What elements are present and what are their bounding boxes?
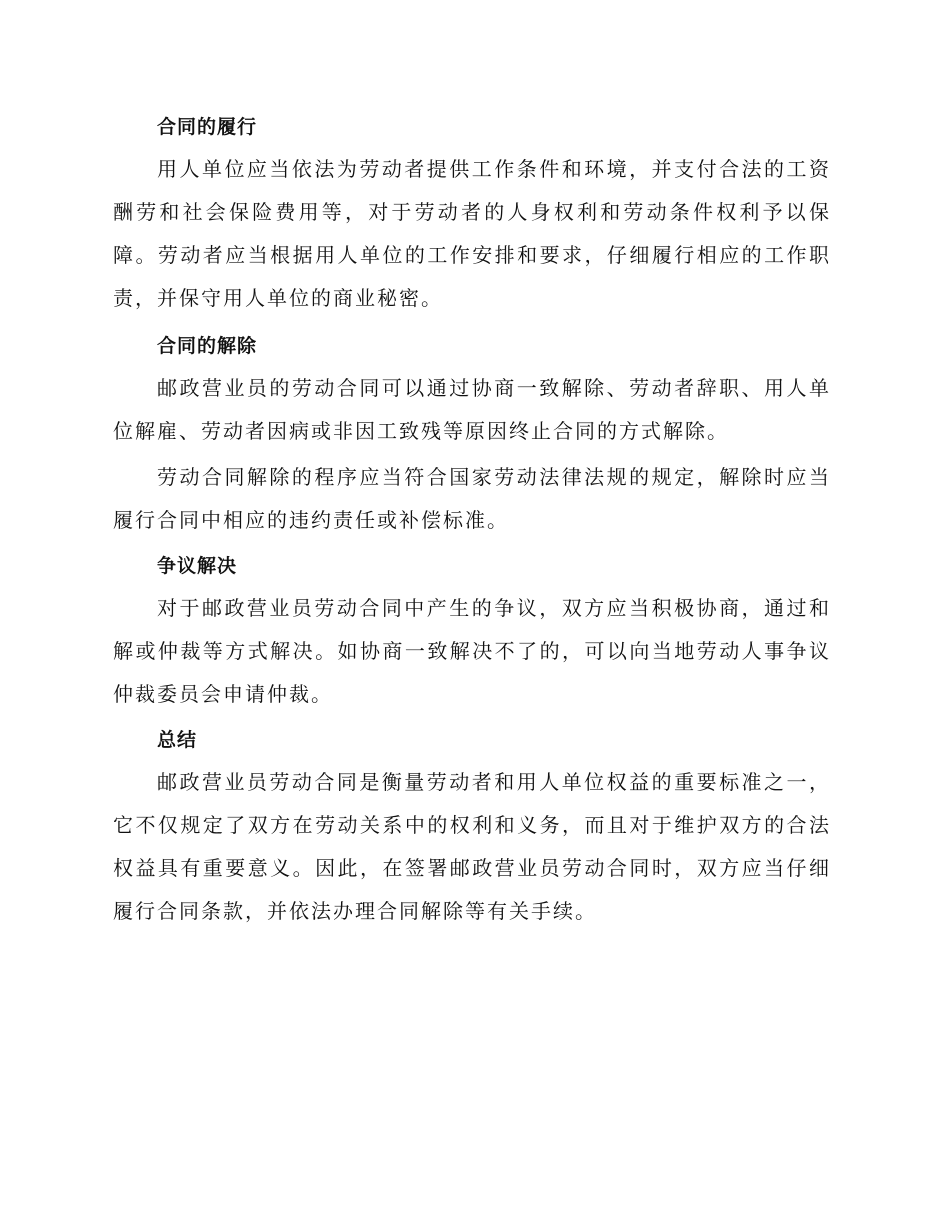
section-heading-performance: 合同的履行 [157,116,258,138]
section-heading-dispute: 争议解决 [157,555,238,577]
paragraph-termination-2: 劳动合同解除的程序应当符合国家劳动法律法规的规定，解除时应当履行合同中相应的违约责任或补偿标准。 [113,465,831,532]
paragraph-dispute: 对于邮政营业员劳动合同中产生的争议，双方应当积极协商，通过和解或仲裁等方式解决。如协商一致解决不了的，可以向当地劳动人事争议仲裁委员会申请仲裁。 [113,596,831,706]
document-body [113,106,831,940]
paragraph-performance: 用人单位应当依法为劳动者提供工作条件和环境，并支付合法的工资酬劳和社会保险费用等，对于劳动者的人身权利和劳动条件权利予以保障。劳动者应当根据用人单位的工作安排和要求，仔细履行相应的工作职责，并保守用人单位的商业秘密。 [113,157,831,310]
paragraph-termination-1: 邮政营业员的劳动合同可以通过协商一致解除、劳动者辞职、用人单位解雇、劳动者因病或非因工致残等原因终止合同的方式解除。 [113,376,831,443]
paragraph-summary: 邮政营业员劳动合同是衡量劳动者和用人单位权益的重要标准之一，它不仅规定了双方在劳动关系中的权利和义务，而且对于维护双方的合法权益具有重要意义。因此，在签署邮政营业员劳动合同时，双方应当仔细履行合同条款，并依法办理合同解除等有关手续。 [113,770,831,923]
section-heading-termination: 合同的解除 [157,335,258,357]
section-heading-summary: 总结 [157,729,198,751]
